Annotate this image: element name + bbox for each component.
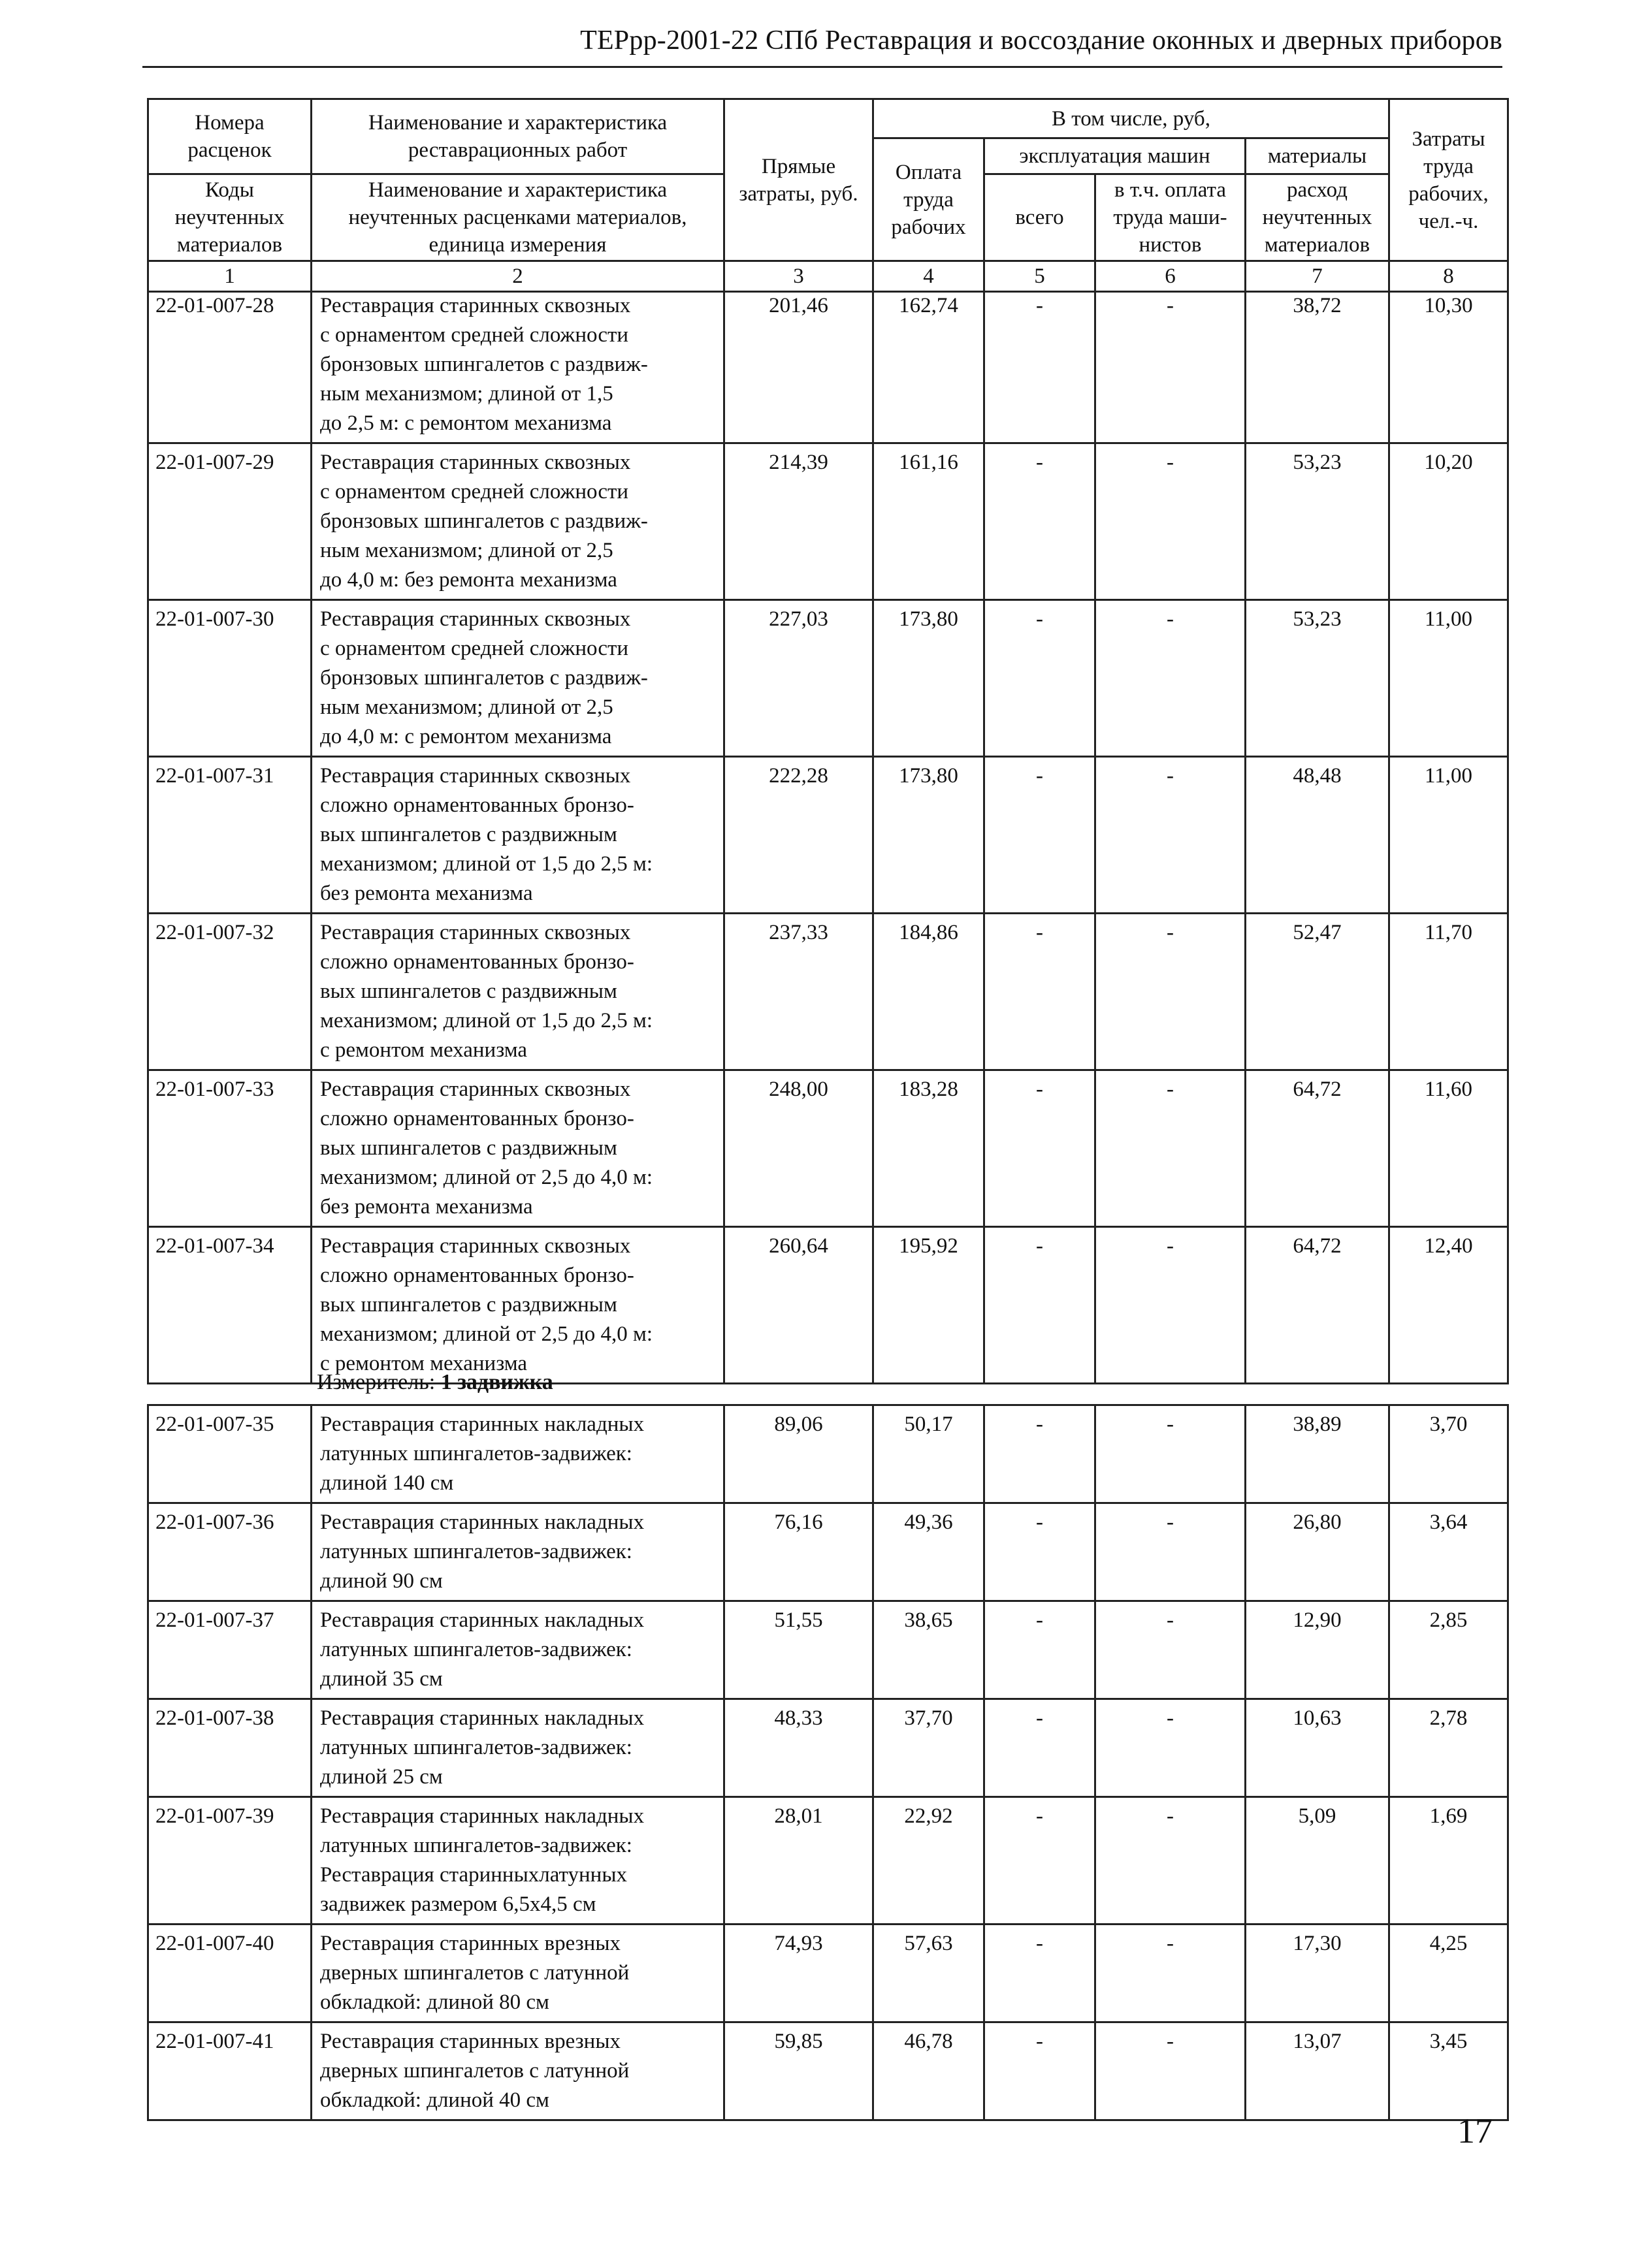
work-description — [312, 1601, 724, 1699]
direct-costs: 248,00 — [724, 1070, 873, 1227]
labor-wages: 173,80 — [873, 600, 984, 757]
labor-hours: 12,40 — [1389, 1227, 1508, 1384]
direct-costs: 227,03 — [724, 600, 873, 757]
table-row — [148, 1405, 1508, 1503]
labor-wages: 46,78 — [873, 2022, 984, 2120]
description-line: вых шпингалетов с раздвижным — [320, 1136, 617, 1160]
labor-wages: 57,63 — [873, 1925, 984, 2022]
col-number: 1 — [148, 261, 312, 292]
description-line: Реставрация старинных врезных — [320, 2030, 621, 2053]
col-number: 7 — [1246, 261, 1389, 292]
rate-code: 22-01-007-41 — [148, 2022, 312, 2120]
description-line: длиной 90 см — [320, 1569, 443, 1593]
description-line: механизмом; длиной от 2,5 до 4,0 м: — [320, 1322, 653, 1346]
material-costs: 26,80 — [1246, 1503, 1389, 1601]
machine-costs: - — [984, 600, 1095, 757]
description-line: длиной 35 см — [320, 1667, 443, 1691]
machinist-wages: - — [1095, 1070, 1246, 1227]
labor-hours: 1,69 — [1389, 1797, 1508, 1925]
description-line: Реставрация старинных сквозных — [320, 1234, 631, 1258]
header-rule — [142, 66, 1502, 68]
rate-code: 22-01-007-28 — [148, 287, 312, 443]
direct-costs: 28,01 — [724, 1797, 873, 1925]
col-number: 3 — [724, 261, 873, 292]
work-description — [312, 600, 724, 757]
description-line: обкладкой: длиной 80 см — [320, 1990, 549, 2014]
work-description — [312, 1797, 724, 1925]
col7-header: расход неучтенных материалов — [1246, 174, 1389, 261]
description-line: дверных шпингалетов с латунной — [320, 2059, 630, 2083]
labor-hours: 11,60 — [1389, 1070, 1508, 1227]
machine-costs: - — [984, 1699, 1095, 1797]
rate-code: 22-01-007-29 — [148, 443, 312, 600]
rates-table-section-1 — [147, 287, 1509, 1384]
col-number: 6 — [1095, 261, 1246, 292]
description-line: сложно орнаментованных бронзо- — [320, 950, 634, 974]
machinist-wages: - — [1095, 600, 1246, 757]
table-row — [148, 1601, 1508, 1699]
material-costs: 64,72 — [1246, 1070, 1389, 1227]
col-number: 2 — [312, 261, 724, 292]
description-line: ным механизмом; длиной от 1,5 — [320, 382, 613, 406]
group-header: В том числе, руб, — [873, 99, 1389, 138]
description-line: Реставрация старинных сквозных — [320, 921, 631, 944]
col4-header: Оплата труда рабочих — [873, 138, 984, 261]
labor-wages: 37,70 — [873, 1699, 984, 1797]
description-line: дверных шпингалетов с латунной — [320, 1961, 630, 1985]
labor-wages: 161,16 — [873, 443, 984, 600]
work-description — [312, 443, 724, 600]
direct-costs: 222,28 — [724, 757, 873, 914]
col6-header: в т.ч. оплата труда маши-нистов — [1095, 174, 1246, 261]
description-line: до 2,5 м: с ремонтом механизма — [320, 411, 612, 435]
direct-costs: 89,06 — [724, 1405, 873, 1503]
material-costs: 5,09 — [1246, 1797, 1389, 1925]
description-line: ным механизмом; длиной от 2,5 — [320, 539, 613, 562]
material-costs: 38,89 — [1246, 1405, 1389, 1503]
machine-costs: - — [984, 1925, 1095, 2022]
direct-costs: 48,33 — [724, 1699, 873, 1797]
rate-code: 22-01-007-38 — [148, 1699, 312, 1797]
table-row — [148, 757, 1508, 914]
description-line: ным механизмом; длиной от 2,5 — [320, 695, 613, 719]
machinist-wages: - — [1095, 1797, 1246, 1925]
machine-costs: - — [984, 1405, 1095, 1503]
labor-wages: 50,17 — [873, 1405, 984, 1503]
machine-costs: - — [984, 2022, 1095, 2120]
labor-wages: 22,92 — [873, 1797, 984, 1925]
measure-value: 1 задвижка — [440, 1370, 553, 1394]
rate-code: 22-01-007-35 — [148, 1405, 312, 1503]
work-description — [312, 914, 724, 1070]
description-line: с ремонтом механизма — [320, 1352, 528, 1375]
rate-code: 22-01-007-33 — [148, 1070, 312, 1227]
col-number: 8 — [1389, 261, 1508, 292]
description-line: до 4,0 м: без ремонта механизма — [320, 568, 617, 592]
direct-costs: 201,46 — [724, 287, 873, 443]
description-line: латунных шпингалетов-задвижек: — [320, 1540, 632, 1563]
machinist-wages: - — [1095, 287, 1246, 443]
direct-costs: 51,55 — [724, 1601, 873, 1699]
description-line: вых шпингалетов с раздвижным — [320, 980, 617, 1003]
labor-wages: 173,80 — [873, 757, 984, 914]
rate-code: 22-01-007-37 — [148, 1601, 312, 1699]
rate-code: 22-01-007-34 — [148, 1227, 312, 1384]
material-costs: 53,23 — [1246, 600, 1389, 757]
machine-costs: - — [984, 914, 1095, 1070]
description-line: обкладкой: длиной 40 см — [320, 2088, 549, 2112]
work-description — [312, 1699, 724, 1797]
materials-header: материалы — [1246, 138, 1389, 174]
labor-hours: 2,78 — [1389, 1699, 1508, 1797]
description-line: сложно орнаментованных бронзо- — [320, 1264, 634, 1287]
direct-costs: 214,39 — [724, 443, 873, 600]
machinist-wages: - — [1095, 1601, 1246, 1699]
machinist-wages: - — [1095, 1503, 1246, 1601]
description-line: латунных шпингалетов-задвижек: — [320, 1834, 632, 1857]
work-description — [312, 1227, 724, 1384]
direct-costs: 74,93 — [724, 1925, 873, 2022]
table-row — [148, 1227, 1508, 1384]
description-line: с орнаментом средней сложности — [320, 323, 629, 347]
machinist-wages: - — [1095, 1405, 1246, 1503]
work-description — [312, 1405, 724, 1503]
rate-code: 22-01-007-32 — [148, 914, 312, 1070]
machine-costs: - — [984, 287, 1095, 443]
description-line: Реставрация старинных накладных — [320, 1706, 645, 1730]
description-line: сложно орнаментованных бронзо- — [320, 1107, 634, 1130]
labor-hours: 2,85 — [1389, 1601, 1508, 1699]
description-line: без ремонта механизма — [320, 1195, 533, 1219]
work-description — [312, 1925, 724, 2022]
col2-top-header: Наименование и характеристика реставрационных работ — [312, 99, 724, 174]
description-line: вых шпингалетов с раздвижным — [320, 823, 617, 846]
machinist-wages: - — [1095, 2022, 1246, 2120]
material-costs: 64,72 — [1246, 1227, 1389, 1384]
labor-hours: 3,45 — [1389, 2022, 1508, 2120]
description-line: механизмом; длиной от 1,5 до 2,5 м: — [320, 1009, 653, 1032]
description-line: механизмом; длиной от 2,5 до 4,0 м: — [320, 1166, 653, 1189]
col-number: 4 — [873, 261, 984, 292]
description-line: Реставрация старинных накладных — [320, 1510, 645, 1534]
description-line: Реставрация старинных сквозных — [320, 1078, 631, 1101]
labor-wages: 184,86 — [873, 914, 984, 1070]
measure-label: Измеритель: — [317, 1370, 436, 1394]
labor-wages: 183,28 — [873, 1070, 984, 1227]
rate-code: 22-01-007-40 — [148, 1925, 312, 2022]
work-description — [312, 287, 724, 443]
description-line: латунных шпингалетов-задвижек: — [320, 1442, 632, 1465]
description-line: длиной 25 см — [320, 1765, 443, 1789]
material-costs: 52,47 — [1246, 914, 1389, 1070]
machine-costs: - — [984, 1503, 1095, 1601]
rates-table-section-2 — [147, 1404, 1509, 2121]
labor-hours: 3,64 — [1389, 1503, 1508, 1601]
description-line: Реставрация старинных сквозных — [320, 607, 631, 631]
description-line: Реставрация старинных накладных — [320, 1608, 645, 1632]
page-number: 17 — [1457, 2111, 1493, 2150]
measure-unit — [317, 1370, 553, 1395]
material-costs: 10,63 — [1246, 1699, 1389, 1797]
description-line: с орнаментом средней сложности — [320, 637, 629, 660]
description-line: бронзовых шпингалетов с раздвиж- — [320, 666, 648, 690]
table-row — [148, 914, 1508, 1070]
machine-costs: - — [984, 1601, 1095, 1699]
machinist-wages: - — [1095, 757, 1246, 914]
description-line: без ремонта механизма — [320, 882, 533, 905]
work-description — [312, 1070, 724, 1227]
description-line: латунных шпингалетов-задвижек: — [320, 1736, 632, 1759]
labor-hours: 11,70 — [1389, 914, 1508, 1070]
description-line: задвижек размером 6,5х4,5 см — [320, 1893, 596, 1916]
rate-code: 22-01-007-30 — [148, 600, 312, 757]
direct-costs: 237,33 — [724, 914, 873, 1070]
description-line: Реставрация старинныхлатунных — [320, 1863, 627, 1887]
rate-code: 22-01-007-31 — [148, 757, 312, 914]
material-costs: 13,07 — [1246, 2022, 1389, 2120]
direct-costs: 59,85 — [724, 2022, 873, 2120]
description-line: до 4,0 м: с ремонтом механизма — [320, 725, 612, 748]
work-description — [312, 1503, 724, 1601]
rate-code: 22-01-007-39 — [148, 1797, 312, 1925]
table-row — [148, 1503, 1508, 1601]
material-costs: 17,30 — [1246, 1925, 1389, 2022]
table-row — [148, 1797, 1508, 1925]
table-header — [147, 98, 1509, 293]
table-row — [148, 443, 1508, 600]
description-line: вых шпингалетов с раздвижным — [320, 1293, 617, 1317]
machinist-wages: - — [1095, 1227, 1246, 1384]
machinist-wages: - — [1095, 1925, 1246, 2022]
description-line: Реставрация старинных сквозных — [320, 294, 631, 317]
running-header: ТЕРрр-2001-22 СПб Реставрация и воссоздание оконных и дверных приборов — [580, 25, 1502, 56]
description-line: Реставрация старинных накладных — [320, 1804, 645, 1828]
labor-wages: 38,65 — [873, 1601, 984, 1699]
labor-wages: 195,92 — [873, 1227, 984, 1384]
table-row — [148, 600, 1508, 757]
col2-bottom-header: Наименование и характеристика неучтенных расценками материалов, единица измерения — [312, 174, 724, 261]
labor-hours: 4,25 — [1389, 1925, 1508, 2022]
labor-hours: 3,70 — [1389, 1405, 1508, 1503]
col1-bottom-header: Коды неучтенных материалов — [148, 174, 312, 261]
machinist-wages: - — [1095, 914, 1246, 1070]
direct-costs: 260,64 — [724, 1227, 873, 1384]
machines-header: эксплуатация машин — [984, 138, 1246, 174]
col1-top-header: Номера расценок — [148, 99, 312, 174]
rate-code: 22-01-007-36 — [148, 1503, 312, 1601]
description-line: механизмом; длиной от 1,5 до 2,5 м: — [320, 852, 653, 876]
table-row — [148, 1699, 1508, 1797]
machine-costs: - — [984, 443, 1095, 600]
work-description — [312, 757, 724, 914]
machinist-wages: - — [1095, 443, 1246, 600]
description-line: Реставрация старинных врезных — [320, 1932, 621, 1955]
table-row — [148, 2022, 1508, 2120]
machine-costs: - — [984, 1227, 1095, 1384]
material-costs: 38,72 — [1246, 287, 1389, 443]
table-row — [148, 1925, 1508, 2022]
description-line: бронзовых шпингалетов с раздвиж- — [320, 509, 648, 533]
col-number: 5 — [984, 261, 1095, 292]
labor-hours: 11,00 — [1389, 757, 1508, 914]
machine-costs: - — [984, 1797, 1095, 1925]
machinist-wages: - — [1095, 1699, 1246, 1797]
labor-wages: 49,36 — [873, 1503, 984, 1601]
col3-header: Прямые затраты, руб. — [724, 99, 873, 261]
description-line: Реставрация старинных сквозных — [320, 764, 631, 788]
table-row — [148, 287, 1508, 443]
material-costs: 12,90 — [1246, 1601, 1389, 1699]
description-line: латунных шпингалетов-задвижек: — [320, 1638, 632, 1661]
machine-costs: - — [984, 1070, 1095, 1227]
labor-hours: 10,30 — [1389, 287, 1508, 443]
description-line: Реставрация старинных сквозных — [320, 451, 631, 474]
direct-costs: 76,16 — [724, 1503, 873, 1601]
work-description — [312, 2022, 724, 2120]
description-line: Реставрация старинных накладных — [320, 1413, 645, 1436]
labor-wages: 162,74 — [873, 287, 984, 443]
labor-hours: 10,20 — [1389, 443, 1508, 600]
description-line: с ремонтом механизма — [320, 1038, 528, 1062]
description-line: длиной 140 см — [320, 1471, 454, 1495]
table-row — [148, 1070, 1508, 1227]
description-line: бронзовых шпингалетов с раздвиж- — [320, 353, 648, 376]
description-line: сложно орнаментованных бронзо- — [320, 793, 634, 817]
material-costs: 48,48 — [1246, 757, 1389, 914]
machine-costs: - — [984, 757, 1095, 914]
material-costs: 53,23 — [1246, 443, 1389, 600]
col5-header: всего — [984, 174, 1095, 261]
col8-header: Затраты труда рабочих, чел.-ч. — [1389, 99, 1508, 261]
description-line: с орнаментом средней сложности — [320, 480, 629, 503]
labor-hours: 11,00 — [1389, 600, 1508, 757]
